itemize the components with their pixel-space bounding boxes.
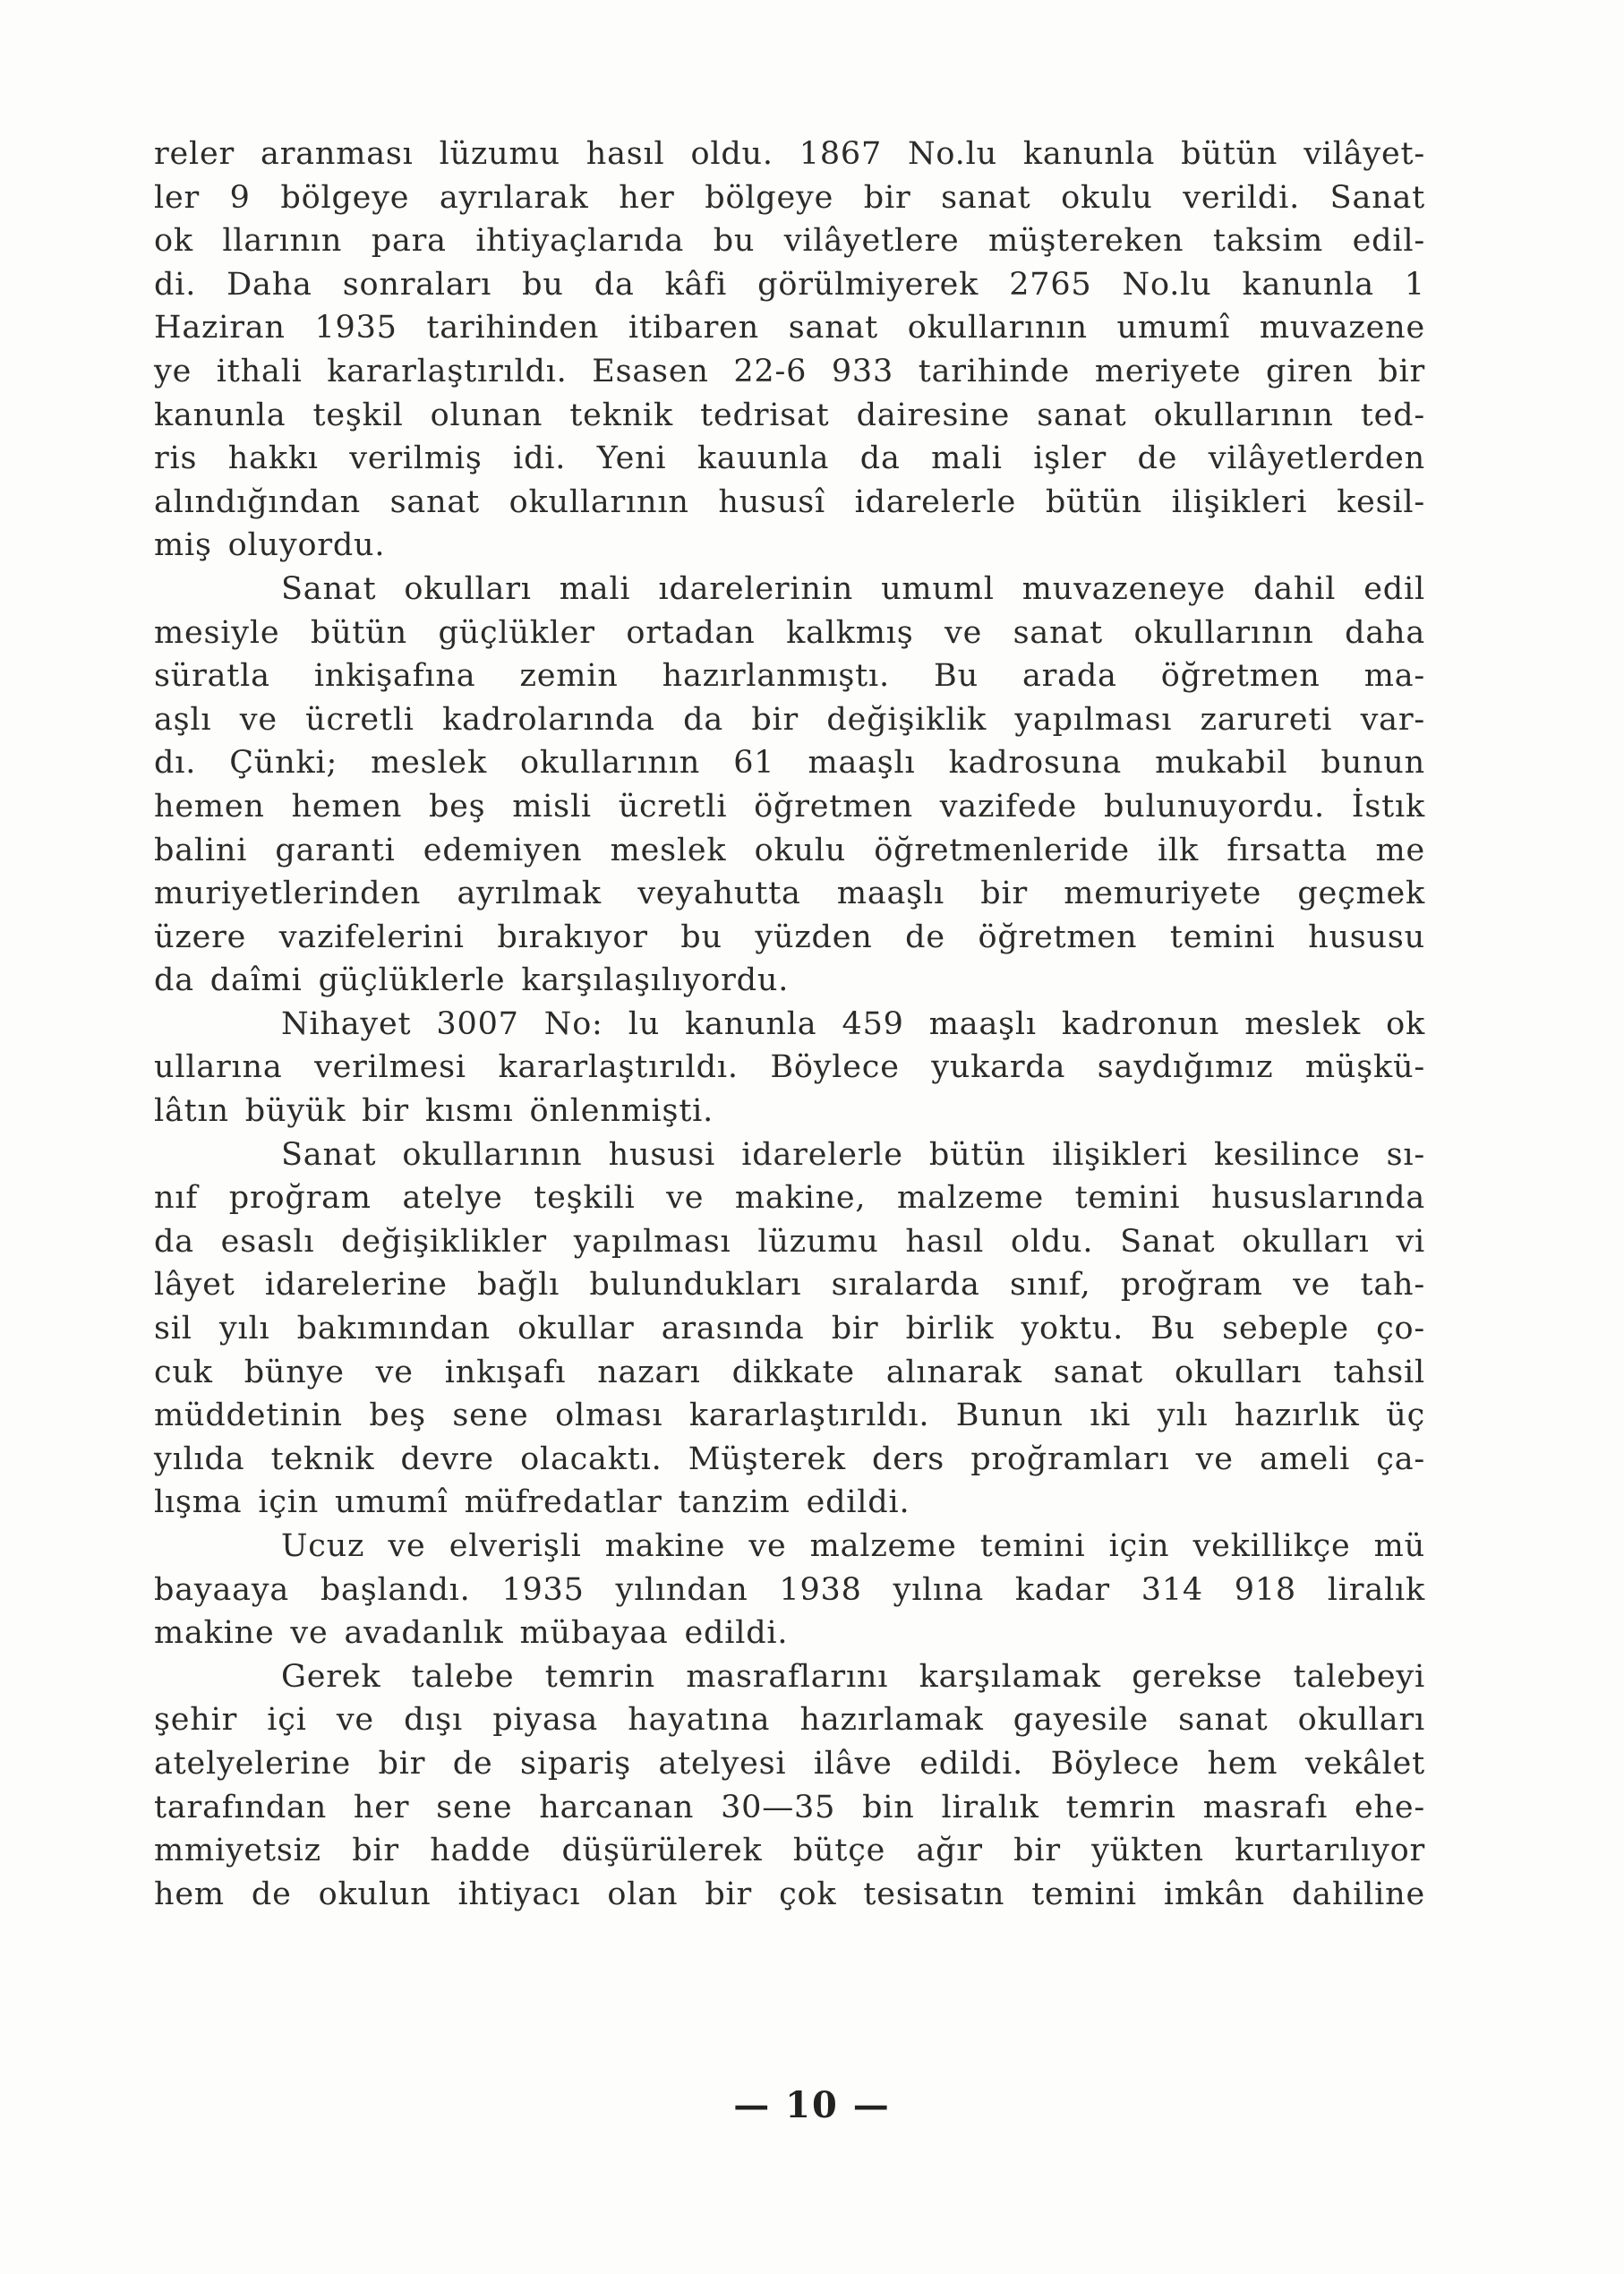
text-line: ris hakkı verilmiş idi. Yeni kauunla da mali işler de vilâyetlerden <box>154 440 1425 477</box>
text-line: ullarına verilmesi kararlaştırıldı. Böylece yukarda saydığımız müşkü- <box>154 1049 1425 1086</box>
text-line: dı. Çünki; meslek okullarının 61 maaşlı kadrosuna mukabil bunun <box>154 745 1425 782</box>
text-line: sil yılı bakımından okullar arasında bir birlik yoktu. Bu sebeple ço- <box>154 1311 1425 1347</box>
text-line: miş oluyordu. <box>154 527 386 564</box>
text-line: nıf proğram atelye teşkili ve makine, malzeme temini hususlarında <box>154 1180 1425 1217</box>
text-line: yılıda teknik devre olacaktı. Müşterek ders proğramları ve ameli ça- <box>154 1440 1425 1477</box>
text-line: hemen hemen beş misli ücretli öğretmen vazifede bulunuyordu. İstık <box>154 788 1425 825</box>
text-line: lışma için umumî müfredatlar tanzim edildi. <box>154 1484 910 1521</box>
paragraph-start-line: Nihayet 3007 No: lu kanunla 459 maaşlı kadronun meslek ok <box>281 1005 1425 1042</box>
text-line: müddetinin beş sene olması kararlaştırıldı. Bunun ıki yılı hazırlık üç <box>154 1398 1425 1434</box>
text-line: bayaaya başlandı. 1935 yılından 1938 yılına kadar 314 918 liralık <box>154 1571 1425 1608</box>
text-line: üzere vazifelerini bırakıyor bu yüzden de öğretmen temini hususu <box>154 919 1425 955</box>
text-line: da esaslı değişiklikler yapılması lüzumu hasıl oldu. Sanat okulları vi <box>154 1223 1425 1260</box>
text-line: şehir içi ve dışı piyasa hayatına hazırlamak gayesile sanat okulları <box>154 1702 1425 1739</box>
text-line: kanunla teşkil olunan teknik tedrisat dairesine sanat okullarının ted- <box>154 397 1425 433</box>
text-line: süratla inkişafına zemin hazırlanmıştı. Bu arada öğretmen ma- <box>154 658 1425 695</box>
text-line: tarafından her sene harcanan 30—35 bin liralık temrin masrafı ehe- <box>154 1789 1425 1825</box>
text-line: muriyetlerinden ayrılmak veyahutta maaşlı bir memuriyete geçmek <box>154 876 1425 912</box>
paragraph-start-line: Sanat okullarının hususi idarelerle bütün ilişikleri kesilince sı- <box>281 1136 1425 1173</box>
text-line: ye ithali kararlaştırıldı. Esasen 22-6 933 tarihinde meriyete giren bir <box>154 353 1425 389</box>
text-line: di. Daha sonraları bu da kâfi görülmiyerek 2765 No.lu kanunla 1 <box>154 266 1425 303</box>
text-line: mesiyle bütün güçlükler ortadan kalkmış ve sanat okullarının daha <box>154 614 1425 651</box>
text-line: atelyelerine bir de sipariş atelyesi ilâve edildi. Böylece hem vekâlet <box>154 1745 1425 1782</box>
text-line: balini garanti edemiyen meslek okulu öğretmenleride ilk fırsatta me <box>154 832 1425 868</box>
paragraph-start-line: Sanat okulları mali ıdarelerinin umuml muvazeneye dahil edil <box>281 570 1425 607</box>
text-line: ler 9 bölgeye ayrılarak her bölgeye bir sanat okulu verildi. Sanat <box>154 179 1425 216</box>
text-line: hem de okulun ihtiyacı olan bir çok tesisatın temini imkân dahiline <box>154 1876 1425 1912</box>
text-line: aşlı ve ücretli kadrolarında da bir değişiklik yapılması zarureti var- <box>154 701 1425 738</box>
text-line: ok llarının para ihtiyaçlarıda bu vilâyetlere müştereken taksim edil- <box>154 223 1425 260</box>
text-line: Haziran 1935 tarihinden itibaren sanat okullarının umumî muvazene <box>154 310 1425 346</box>
text-line: mmiyetsiz bir hadde düşürülerek bütçe ağır bir yükten kurtarılıyor <box>154 1833 1425 1869</box>
text-line: alındığından sanat okullarının hususî idarelerle bütün ilişikleri kesil- <box>154 483 1425 520</box>
body-text <box>154 133 1425 1916</box>
text-line: makine ve avadanlık mübayaa edildi. <box>154 1615 789 1652</box>
text-line: reler aranması lüzumu hasıl oldu. 1867 No.lu kanunla bütün vilâyet- <box>154 136 1425 172</box>
text-line: da daîmi güçlüklerle karşılaşılıyordu. <box>154 962 790 999</box>
text-line: lâtın büyük bir kısmı önlenmişti. <box>154 1093 714 1130</box>
text-line: lâyet idarelerine bağlı bulundukları sıralarda sınıf, proğram ve tah- <box>154 1267 1425 1304</box>
paragraph-start-line: Ucuz ve elverişli makine ve malzeme temini için vekillikçe mü <box>281 1528 1425 1564</box>
page-number: — 10 — <box>733 2084 891 2126</box>
paragraph-start-line: Gerek talebe temrin masraflarını karşılamak gerekse talebeyi <box>281 1658 1425 1695</box>
text-line: cuk bünye ve inkışafı nazarı dikkate alınarak sanat okulları tahsil <box>154 1354 1425 1390</box>
